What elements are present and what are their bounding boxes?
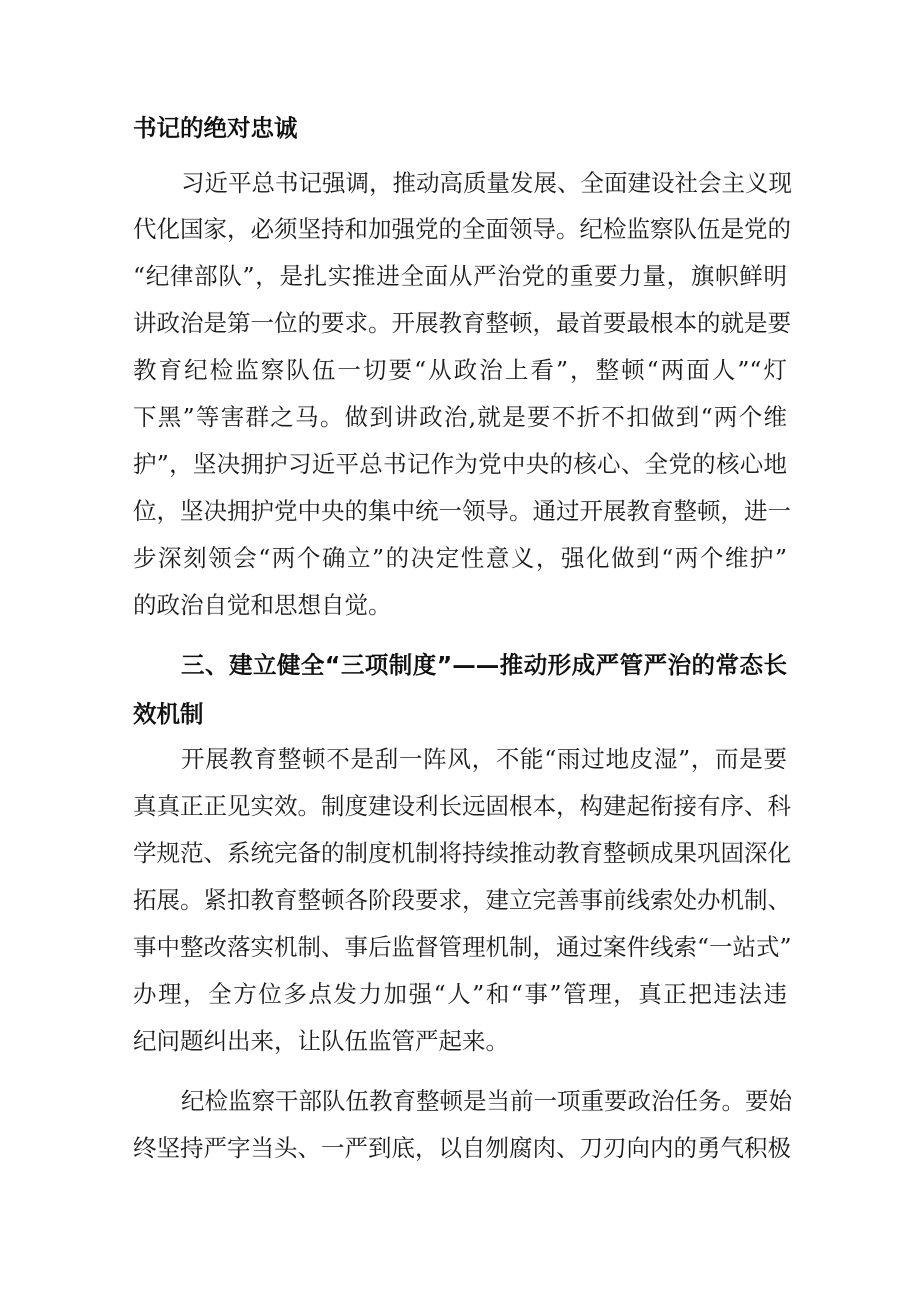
paragraph-1-line-9: 步深刻领会“两个确立”的决定性意义，强化做到“两个维护” <box>133 544 787 572</box>
paragraph-2-line-6: 办理，全方位多点发力加强“人”和“事”管理，真正把违法违 <box>133 980 787 1008</box>
paragraph-1-line-10: 的政治自觉和思想自觉。 <box>133 591 392 619</box>
paragraph-2-line-7: 纪问题纠出来，让队伍监管严起来。 <box>133 1027 509 1055</box>
paragraph-1-line-3: “纪律部队”，是扎实推进全面从严治党的重要力量，旗帜鲜明 <box>133 262 787 290</box>
paragraph-3-line-2: 终坚持严字当头、一严到底，以自刎腐肉、刀刃向内的勇气积极 <box>133 1134 791 1162</box>
paragraph-1-line-4: 讲政治是第一位的要求。开展教育整顿，最首要最根本的就是要 <box>133 309 791 337</box>
paragraph-2-line-4: 拓展。紧扣教育整顿各阶段要求，建立完善事前线索处办机制、 <box>133 886 791 914</box>
section-heading-line-2: 效机制 <box>133 700 204 728</box>
paragraph-1-line-2: 代化国家，必须坚持和加强党的全面领导。纪检监察队伍是党的 <box>133 215 791 243</box>
paragraph-1-line-7: 护”，坚决拥护习近平总书记作为党中央的核心、全党的核心地 <box>133 450 787 478</box>
paragraph-3-line-1: 纪检监察干部队伍教育整顿是当前一项重要政治任务。要始 <box>181 1087 792 1115</box>
paragraph-2-line-3: 学规范、系统完备的制度机制将持续推动教育整顿成果巩固深化 <box>133 839 791 867</box>
heading-line-1: 书记的绝对忠诚 <box>133 114 298 142</box>
paragraph-1-line-1: 习近平总书记强调，推动高质量发展、全面建设社会主义现 <box>181 169 792 197</box>
paragraph-1-line-5: 教育纪检监察队伍一切要“从政治上看”，整顿“两面人”“灯 <box>133 356 787 384</box>
paragraph-2-line-5: 事中整改落实机制、事后监督管理机制，通过案件线索“一站式” <box>133 933 792 961</box>
section-heading-line-1: 三、建立健全“三项制度”——推动形成严管严治的常态长 <box>181 651 787 679</box>
paragraph-2-line-2: 真真正正见实效。制度建设利长远固根本，构建起衔接有序、科 <box>133 792 791 820</box>
paragraph-1-line-8: 位，坚决拥护党中央的集中统一领导。通过开展教育整顿，进一 <box>133 497 791 525</box>
paragraph-2-line-1: 开展教育整顿不是刮一阵风，不能“雨过地皮湿”，而是要 <box>181 745 787 773</box>
paragraph-1-line-6: 下黑”等害群之马。做到讲政治,就是要不折不扣做到“两个维 <box>133 403 787 431</box>
